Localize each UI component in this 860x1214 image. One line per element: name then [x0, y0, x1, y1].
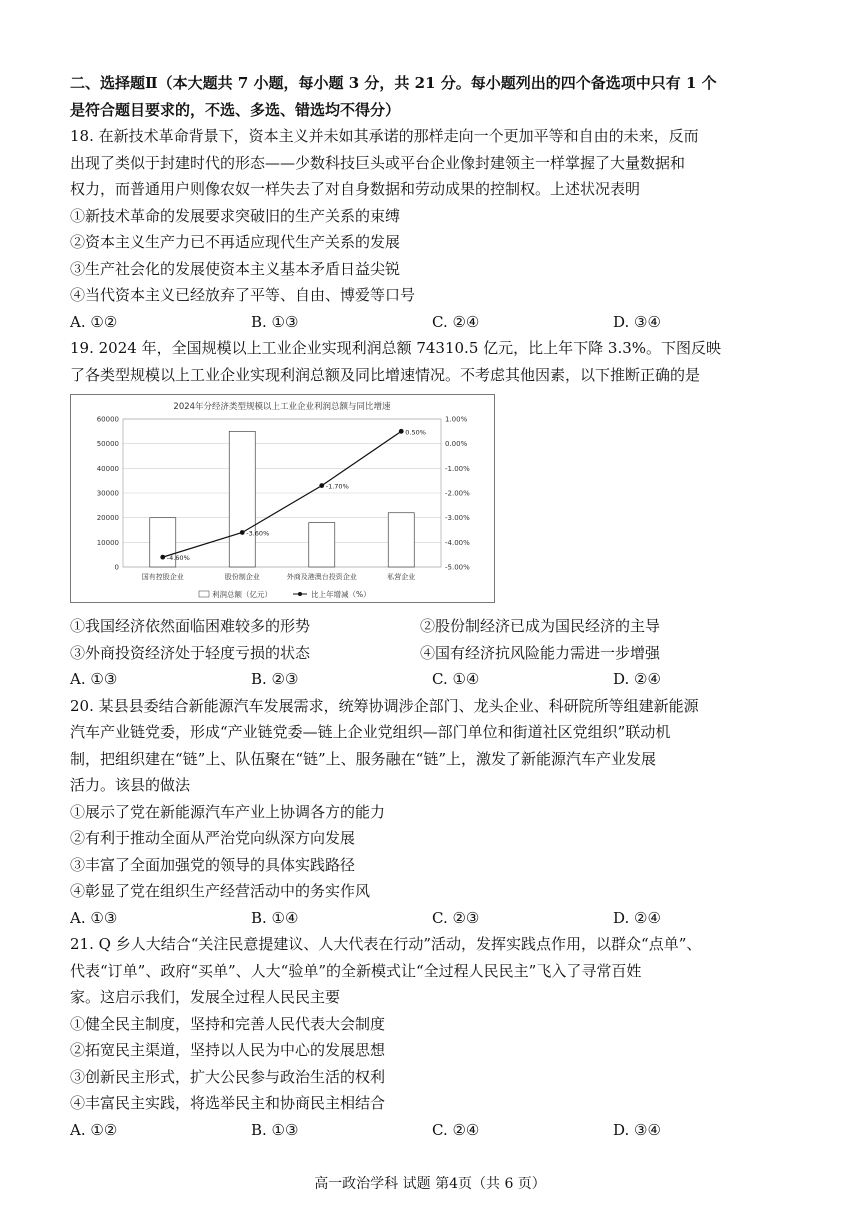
line-point: [160, 555, 165, 560]
chart-title: 2024年分经济类型规模以上工业企业利润总额与同比增速: [173, 402, 391, 412]
question-stem-line: 18. 在新技术革命背景下，资本主义并未如其承诺的那样走向一个更加平等和自由的未来，反而: [70, 127, 699, 145]
bar: [388, 513, 414, 567]
answer-options: [70, 905, 795, 932]
option-a: A. ①②: [70, 312, 118, 331]
question-stem-line: 20. 某县县委结合新能源汽车发展需求，统筹协调涉企部门、龙头企业、科研院所等组建新能源: [70, 696, 699, 715]
option-d: D. ③④: [613, 1120, 661, 1139]
right-tick-label: 0.00%: [445, 440, 468, 449]
question-stem-line: 代表“订单”、政府“买单”、人大“验单”的全新模式让“全过程人民民主”飞入了寻常百姓: [70, 961, 642, 980]
chart-svg: [71, 395, 494, 602]
line-point: [240, 530, 245, 535]
chart-legend: [199, 589, 371, 599]
question-19: [70, 335, 795, 693]
section-title-line-1: 二、选择题Ⅱ（本大题共 7 小题，每小题 3 分，共 21 分。每小题列出的四个备选项中只有 1 个: [70, 74, 717, 92]
option-b: B. ①③: [251, 312, 299, 331]
statement-row: [70, 613, 795, 640]
left-tick-label: 50000: [96, 440, 119, 449]
right-tick-label: 1.00%: [445, 415, 468, 424]
statement-item: ③外商投资经济处于轻度亏损的状态: [70, 643, 311, 662]
question-stem-line: 21. Q 乡人大结合“关注民意提建议、人大代表在行动”活动，发挥实践点作用，以群众“点单”、: [70, 935, 702, 953]
line-point: [399, 429, 404, 434]
statement-item: ④彰显了党在组织生产经营活动中的务实作风: [70, 882, 371, 900]
data-label: -1.70%: [325, 482, 349, 491]
option-b: B. ①④: [251, 908, 299, 927]
right-axis-ticks: [445, 416, 470, 572]
option-c: C. ②③: [432, 908, 480, 927]
option-b: B. ②③: [251, 670, 299, 688]
answer-options: [70, 309, 795, 336]
x-tick-label: 私营企业: [387, 573, 416, 581]
statement-item: ①健全民主制度，坚持和完善人民代表大会制度: [70, 1014, 386, 1033]
left-tick-label: 40000: [96, 464, 119, 473]
right-tick-label: -2.00%: [445, 489, 470, 498]
exam-page: [70, 70, 795, 1143]
right-tick-label: -5.00%: [445, 563, 470, 572]
bar: [229, 431, 255, 567]
statement-item: ③生产社会化的发展使资本主义基本矛盾日益尖锐: [70, 259, 401, 278]
x-tick-label: 国有控股企业: [141, 573, 184, 581]
right-tick-label: -4.00%: [445, 538, 470, 547]
left-tick-label: 0: [114, 563, 119, 572]
option-a: A. ①③: [70, 908, 118, 927]
option-d: D. ②④: [613, 670, 661, 688]
option-a: A. ①③: [70, 670, 118, 688]
statement-item: ④丰富民主实践，将选举民主和协商民主相结合: [70, 1094, 386, 1112]
legend-line-marker: [298, 592, 302, 596]
option-b: B. ①③: [251, 1120, 299, 1139]
left-tick-label: 20000: [96, 514, 119, 523]
page-footer: 高一政治学科 试题 第4页（共 6 页）: [314, 1176, 546, 1192]
x-axis-ticks: [142, 572, 416, 581]
answer-options: [70, 666, 795, 693]
left-tick-label: 60000: [96, 415, 119, 424]
statement-item: ②拓宽民主渠道，坚持以人民为中心的发展思想: [70, 1041, 386, 1059]
statement-item: ④国有经济抗风险能力需进一步增强: [420, 643, 661, 662]
profit-chart: [70, 394, 495, 603]
right-tick-label: -1.00%: [445, 464, 470, 473]
legend-line-label: 比上年增减（%）: [311, 590, 371, 599]
statement-item: ①新技术革命的发展要求突破旧的生产关系的束缚: [70, 206, 401, 225]
option-c: C. ①④: [432, 670, 480, 688]
legend-bar-label: 利润总额（亿元）: [212, 590, 272, 599]
statement-item: ②资本主义生产力已不再适应现代生产关系的发展: [70, 233, 401, 251]
option-c: C. ②④: [432, 1120, 480, 1139]
question-stem-line: 活力。该县的做法: [70, 776, 191, 794]
statement-item: ④当代资本主义已经放弃了平等、自由、博爱等口号: [70, 286, 416, 304]
question-20: [70, 693, 795, 932]
right-tick-label: -3.00%: [445, 514, 470, 523]
question-stem-line: 出现了类似于封建时代的形态——少数科技巨头或平台企业像封建领主一样掌握了大量数据和: [70, 153, 686, 172]
data-label: -4.60%: [166, 554, 190, 563]
question-21: [70, 931, 795, 1143]
question-stem-line: 家。这启示我们，发展全过程人民民主要: [70, 988, 341, 1006]
question-stem-line: 权力，而普通用户则像农奴一样失去了对自身数据和劳动成果的控制权。上述状况表明: [70, 180, 641, 198]
left-tick-label: 30000: [96, 489, 119, 498]
line-point: [319, 483, 324, 488]
data-label: -3.60%: [246, 529, 270, 538]
question-stem-line: 制，把组织建在“链”上、队伍聚在“链”上、服务融在“链”上，激发了新能源汽车产业发展: [70, 749, 657, 768]
question-stem-line: 了各类型规模以上工业企业实现利润总额及同比增速情况。不考虑其他因素，以下推断正确的是: [70, 365, 701, 384]
option-d: D. ③④: [613, 312, 661, 331]
statement-item: ③创新民主形式，扩大公民参与政治生活的权利: [70, 1067, 386, 1086]
statement-item: ①我国经济依然面临困难较多的形势: [70, 617, 311, 635]
question-18: [70, 123, 795, 335]
bar: [309, 523, 335, 567]
statement-item: ②有利于推动全面从严治党向纵深方向发展: [70, 829, 356, 847]
option-d: D. ②④: [613, 908, 661, 927]
x-tick-label: 股份制企业: [224, 573, 260, 581]
growth-line: [163, 431, 402, 557]
statement-row: [70, 640, 795, 667]
statement-item: ①展示了党在新能源汽车产业上协调各方的能力: [70, 802, 386, 821]
question-stem-line: 汽车产业链党委，形成“产业链党委—链上企业党组织—部门单位和街道社区党组织”联动机: [70, 723, 671, 741]
data-label: 0.50%: [405, 428, 426, 437]
left-tick-label: 10000: [96, 538, 119, 547]
legend-bar-swatch: [199, 591, 209, 597]
option-a: A. ①②: [70, 1120, 118, 1139]
chart-bars: [150, 431, 415, 567]
answer-options: [70, 1117, 795, 1144]
statement-item: ②股份制经济已成为国民经济的主导: [420, 617, 661, 635]
question-stem-line: 19. 2024 年，全国规模以上工业企业实现利润总额 74310.5 亿元，比上年下降 3.3%。下图反映: [70, 339, 722, 357]
x-tick-label: 外商及港澳台投资企业: [286, 573, 357, 581]
section-title-line-2: 是符合题目要求的，不选、多选、错选均不得分）: [70, 100, 401, 119]
statement-item: ③丰富了全面加强党的领导的具体实践路径: [70, 855, 356, 874]
option-c: C. ②④: [432, 312, 480, 331]
left-axis-ticks: [97, 416, 119, 572]
